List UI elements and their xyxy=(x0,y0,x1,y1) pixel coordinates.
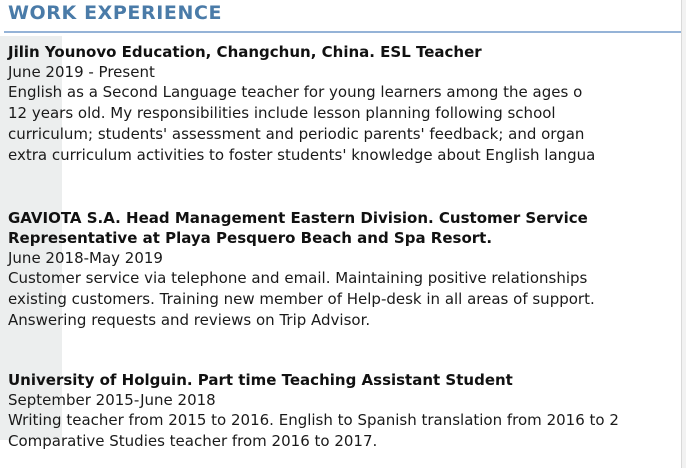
job-description-line: extra curriculum activities to foster students' knowledge about English langua xyxy=(8,146,596,164)
job-description-line: Answering requests and reviews on Trip Advisor. xyxy=(8,311,371,329)
job-description-line: Comparative Studies teacher from 2016 to 2017. xyxy=(8,432,378,450)
title-divider xyxy=(4,31,682,33)
job-heading: Representative at Playa Pesquero Beach and Spa Resort. xyxy=(8,229,493,247)
document-content xyxy=(4,0,682,468)
right-edge-band xyxy=(681,0,686,468)
job-entry xyxy=(8,208,684,331)
job-description-line: 12 years old. My responsibilities include lesson planning following school xyxy=(8,104,556,122)
job-description-line: Writing teacher from 2015 to 2016. English to Spanish translation from 2016 to 2 xyxy=(8,411,619,429)
job-description-line: Customer service via telephone and email. Maintaining positive relationships xyxy=(8,269,588,287)
job-dates: June 2018-May 2019 xyxy=(8,249,163,267)
page-title: WORK EXPERIENCE xyxy=(8,2,223,24)
job-description-line: existing customers. Training new member of Help-desk in all areas of support. xyxy=(8,290,595,308)
job-heading: GAVIOTA S.A. Head Management Eastern Division. Customer Service xyxy=(8,209,588,227)
job-description-line: English as a Second Language teacher for young learners among the ages o xyxy=(8,83,583,101)
job-heading: University of Holguin. Part time Teaching Assistant Student xyxy=(8,371,513,389)
job-dates: September 2015-June 2018 xyxy=(8,391,216,409)
job-description-line: curriculum; students' assessment and periodic parents' feedback; and organ xyxy=(8,125,585,143)
job-dates: June 2019 - Present xyxy=(8,63,155,81)
job-entry xyxy=(8,42,684,166)
job-entry xyxy=(8,370,684,452)
job-heading: Jilin Younovo Education, Changchun, China. ESL Teacher xyxy=(8,43,482,61)
